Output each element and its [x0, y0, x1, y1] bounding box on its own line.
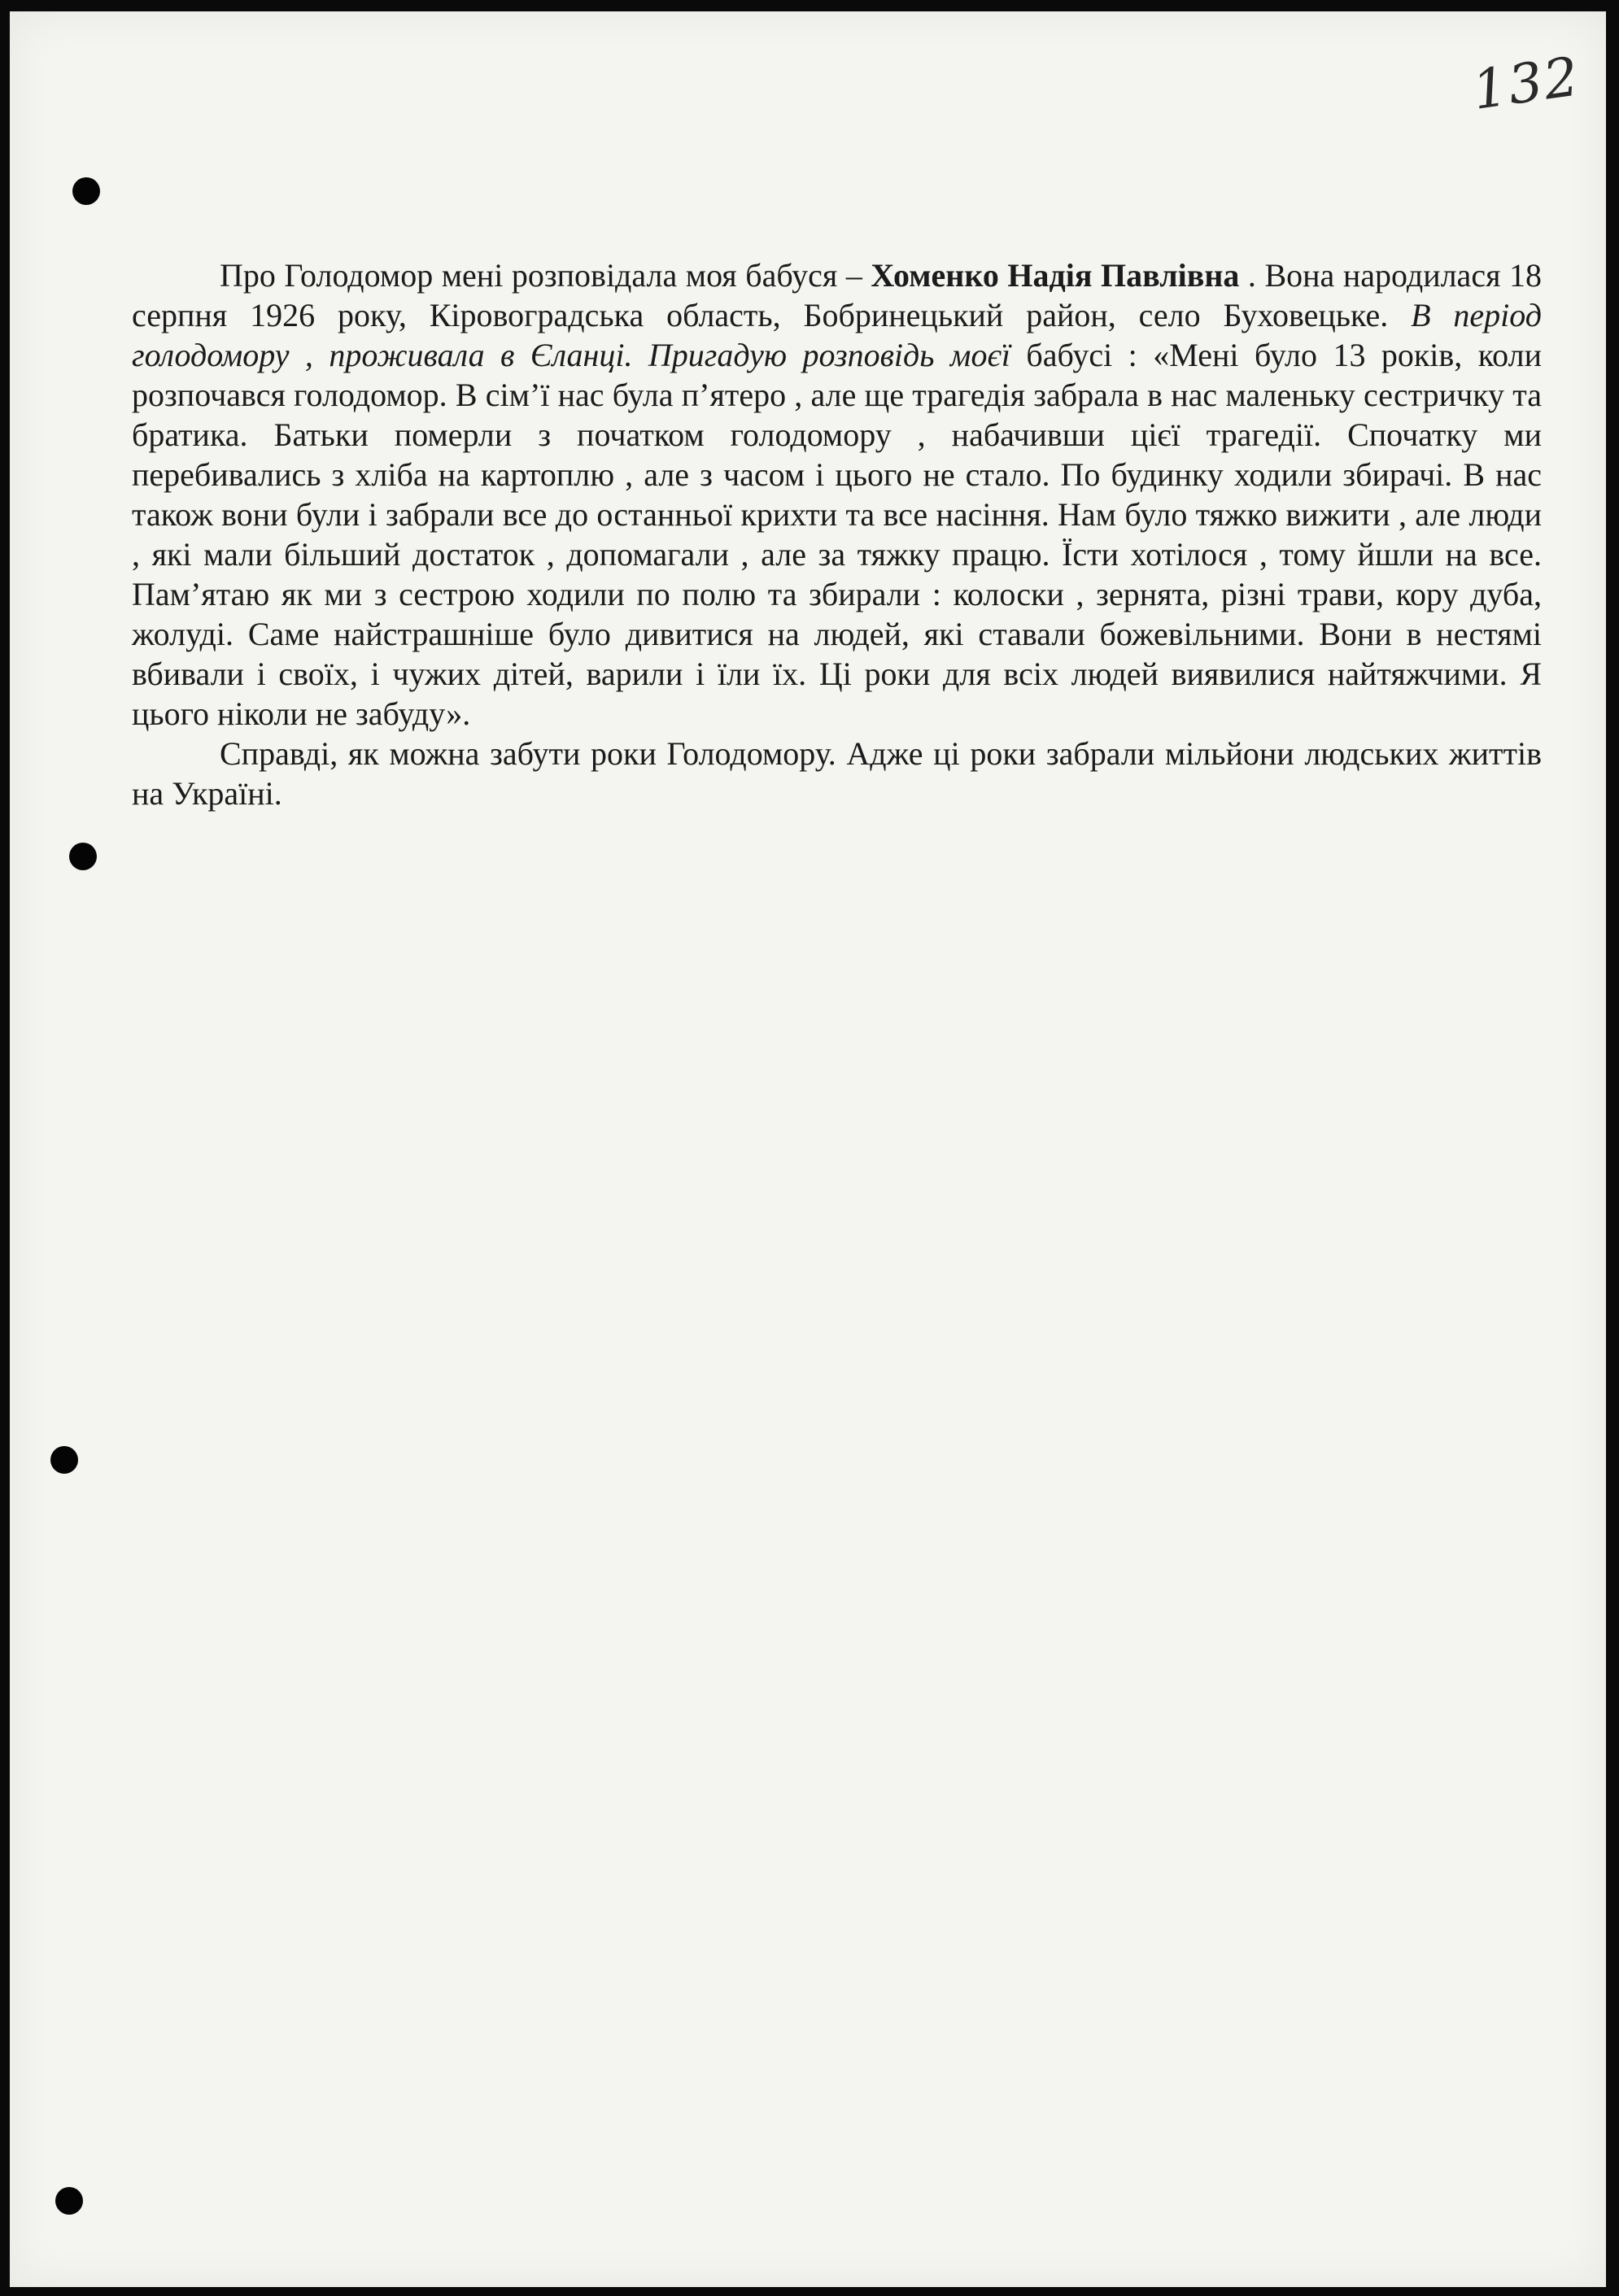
handwritten-page-number: 132	[1468, 45, 1584, 122]
person-name: Хоменко Надія Павлівна	[871, 257, 1240, 294]
document-body	[132, 255, 1542, 813]
paragraph-intro: Про Голодомор мені розповідала моя бабуся –	[220, 257, 871, 294]
punch-hole-icon	[50, 1446, 78, 1474]
document-page	[10, 11, 1606, 2287]
paragraph-testimony	[132, 255, 1542, 734]
punch-hole-icon	[69, 843, 97, 870]
paragraph-birth-info: . Вона народилася 18 серпня 1926 року, Кіровоградська область, Бобринецький район, село Буховецьке.	[132, 257, 1542, 333]
paragraph-conclusion: Справді, як можна забути роки Голодомору. Адже ці роки забрали мільйони людських життів на Україні.	[132, 735, 1542, 812]
punch-hole-icon	[72, 177, 100, 205]
paragraph-story: бабусі : «Мені було 13 років, коли розпочався голодомор. В сім’ї нас була п’ятеро , але ще трагедія забрала в нас маленьку сестричку та братика. Батьки померли з початком голодомору , набачивши цієї трагедії. Спочатку ми перебивались з хліба на картоплю , але з часом і цього не стало. По будинку ходили збирачі. В нас також вони були і забрали все до останньої крихти та все насіння. Нам було тяжко вижити , але люди , які мали більший достаток , допомагали , але за тяжку працю. Їсти хотілося , тому йшли на все. Пам’ятаю як ми з сестрою ходили по полю та збирали : колоски , зернята, різні трави, кору дуба, жолуді. Саме найстрашніше було дивитися на людей, які ставали божевільними. Вони в нестямі вбивали і своїх, і чужих дітей, варили і їли їх. Ці роки для всіх людей виявилися найтяжчими. Я цього ніколи не забуду».	[132, 337, 1542, 732]
punch-hole-icon	[55, 2187, 83, 2215]
paragraph-italic-part: В період голодомору , проживала в Єланці. Пригадую розповідь моєї	[132, 297, 1542, 373]
